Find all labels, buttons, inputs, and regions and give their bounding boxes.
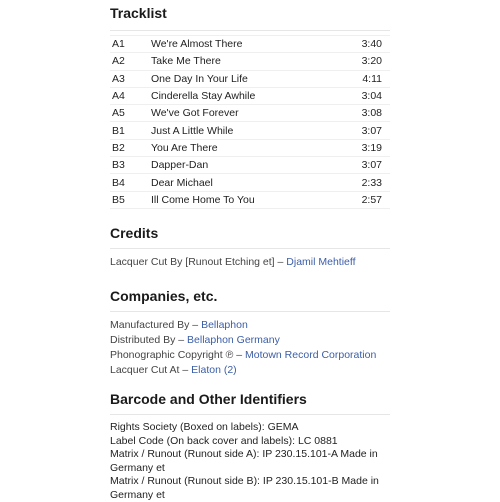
track-duration: 4:11: [362, 72, 382, 85]
track-row: [110, 53, 390, 70]
credits-divider: [110, 248, 390, 249]
track-position: A4: [112, 90, 125, 103]
barcode-list: [110, 421, 400, 502]
company-item-role: Distributed By: [110, 334, 176, 346]
track-position: B2: [112, 141, 125, 154]
track-title: You Are There: [151, 141, 218, 154]
track-duration: 3:19: [361, 141, 382, 154]
credit-item-separator: –: [274, 256, 287, 268]
track-row: [110, 122, 390, 139]
credit-item-link[interactable]: Djamil Mehtieff: [286, 256, 356, 268]
track-duration: 3:08: [361, 107, 382, 120]
barcode-section: [110, 390, 400, 502]
barcode-heading: Barcode and Other Identifiers: [110, 391, 307, 407]
track-duration: 3:07: [361, 159, 382, 172]
credit-item-role: Lacquer Cut By [Runout Etching et]: [110, 256, 275, 268]
companies-list: [110, 318, 390, 378]
track-position: A2: [112, 55, 125, 68]
track-row: [110, 87, 390, 104]
track-title: We've Got Forever: [151, 107, 239, 120]
track-duration: 3:20: [361, 55, 382, 68]
credits-heading: Credits: [110, 225, 159, 241]
track-row: [110, 191, 390, 208]
company-item: [110, 348, 390, 363]
company-item-separator: –: [179, 364, 192, 376]
tracklist-heading: Tracklist: [110, 5, 167, 21]
track-position: B1: [112, 124, 125, 137]
barcode-divider: [110, 414, 390, 415]
track-position: A3: [112, 72, 125, 85]
track-row: [110, 157, 390, 174]
track-row: [110, 139, 390, 156]
company-item: [110, 318, 390, 333]
company-item-separator: –: [189, 319, 202, 331]
track-title: We're Almost There: [151, 38, 243, 51]
credits-list: [110, 255, 390, 270]
credit-item: [110, 255, 390, 270]
company-item-link[interactable]: Bellaphon: [201, 319, 248, 331]
track-duration: 3:04: [361, 90, 382, 103]
identifier-item: Label Code (On back cover and labels): LC 0881: [110, 434, 338, 447]
track-title: Take Me There: [151, 55, 221, 68]
company-item-role: Phonographic Copyright ℗: [110, 349, 234, 361]
track-row: [110, 105, 390, 122]
company-item-link[interactable]: Elaton (2): [191, 364, 237, 376]
company-item-link[interactable]: Bellaphon Germany: [187, 334, 280, 346]
companies-heading: Companies, etc.: [110, 288, 218, 304]
company-item-role: Manufactured By: [110, 319, 190, 331]
track-row: [110, 70, 390, 87]
track-duration: 2:33: [361, 176, 382, 189]
credits-section: [110, 224, 390, 270]
company-item: [110, 333, 390, 348]
identifier-item: Matrix / Runout (Runout side B): IP 230.15.101-B Made in Germany et: [110, 475, 379, 501]
track-title: Just A Little While: [151, 124, 234, 137]
track-title: Dapper-Dan: [151, 159, 209, 172]
track-duration: 3:07: [361, 124, 382, 137]
track-position: B5: [112, 193, 125, 206]
identifier-item: Matrix / Runout (Runout side A): IP 230.15.101-A Made in Germany et: [110, 448, 378, 474]
track-title: Ill Come Home To You: [151, 193, 255, 206]
company-item-separator: –: [233, 349, 245, 361]
company-item-link[interactable]: Motown Record Corporation: [245, 349, 377, 361]
company-item: [110, 363, 390, 378]
company-item-separator: –: [175, 334, 188, 346]
tracklist-divider: [110, 30, 390, 31]
track-position: A5: [112, 107, 125, 120]
track-row: [110, 174, 390, 191]
companies-section: [110, 287, 390, 378]
track-title: Dear Michael: [151, 176, 213, 189]
identifier-item: Rights Society (Boxed on labels): GEMA: [110, 421, 299, 433]
track-duration: 2:57: [361, 193, 382, 206]
track-position: B3: [112, 159, 125, 172]
tracklist-table: [110, 35, 390, 209]
track-duration: 3:40: [361, 38, 382, 51]
companies-divider: [110, 311, 390, 312]
track-title: Cinderella Stay Awhile: [151, 90, 256, 103]
company-item-role: Lacquer Cut At: [110, 364, 180, 376]
track-position: A1: [112, 38, 125, 51]
tracklist-section: [110, 4, 390, 209]
track-row: [110, 36, 390, 53]
track-title: One Day In Your Life: [151, 72, 248, 85]
track-position: B4: [112, 176, 125, 189]
